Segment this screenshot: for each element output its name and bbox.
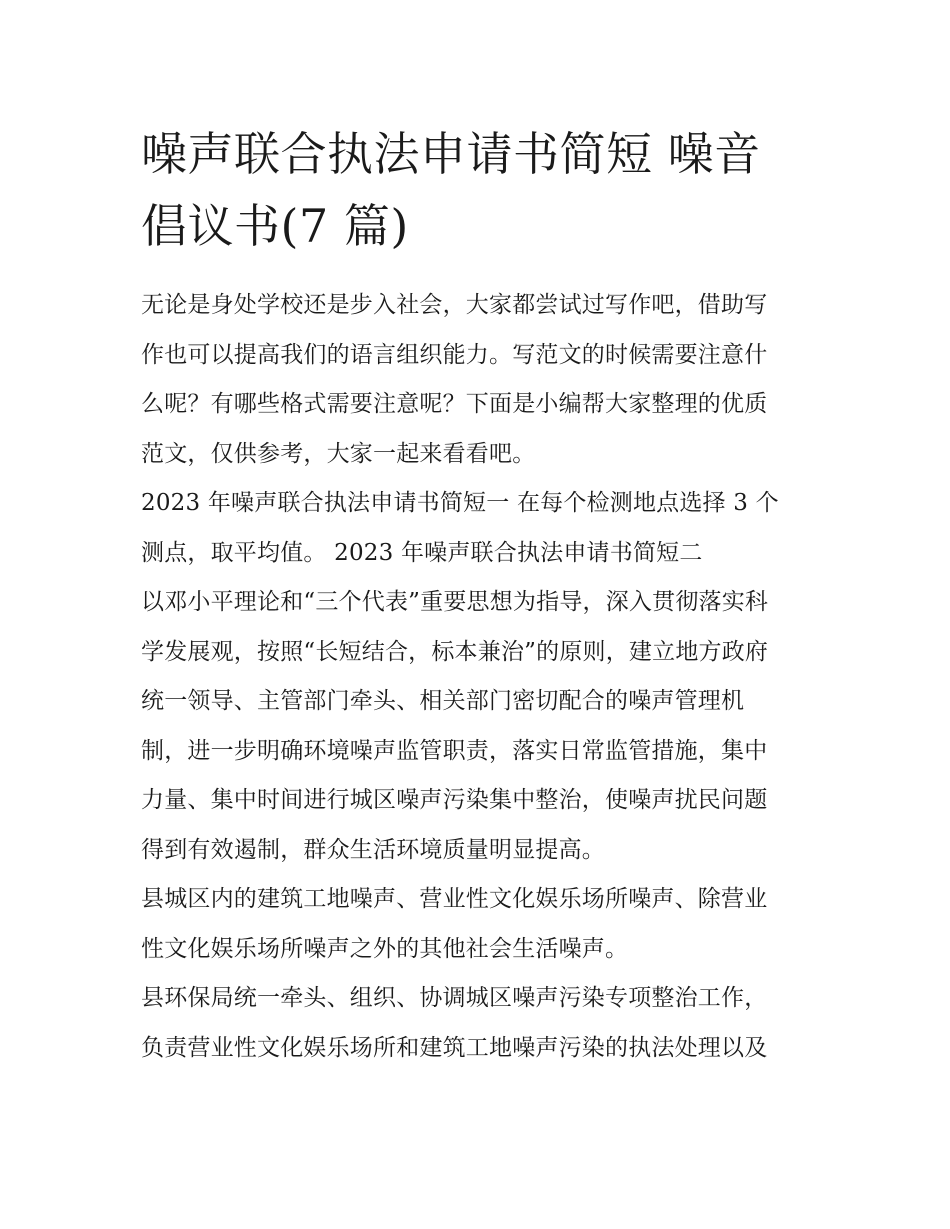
body-line: 负责营业性文化娱乐场所和建筑工地噪声污染的执法处理以及 xyxy=(141,1034,768,1061)
body-line: 学发展观，按照“长短结合，标本兼治”的原则，建立地方政府 xyxy=(141,638,769,665)
body-line: 制，进一步明确环境噪声监管职责，落实日常监管措施，集中 xyxy=(141,737,768,764)
title-line: 噪声联合执法申请书简短 噪音 xyxy=(141,127,761,181)
body-line: 力量、集中时间进行城区噪声污染集中整治，使噪声扰民问题 xyxy=(141,787,768,813)
body-line: 范文，仅供参考，大家一起来看看吧。 xyxy=(141,440,536,467)
body-line: 县环保局统一牵头、组织、协调城区噪声污染专项整治工作， xyxy=(141,985,768,1011)
document-title xyxy=(141,118,821,262)
body-line: 么呢？有哪些格式需要注意呢？下面是小编帮大家整理的优质 xyxy=(141,391,768,417)
title-line: 倡议书(7 篇) xyxy=(141,199,409,253)
document-page xyxy=(141,118,821,1082)
body-line: 性文化娱乐场所噪声之外的其他社会生活噪声。 xyxy=(141,935,629,962)
document-body xyxy=(141,290,821,1082)
body-line: 测点，取平均值。 2023 年噪声联合执法申请书简短二 xyxy=(141,539,703,566)
body-line: 统一领导、主管部门牵头、相关部门密切配合的噪声管理机 xyxy=(141,688,745,714)
body-line: 得到有效遏制，群众生活环境质量明显提高。 xyxy=(141,836,605,863)
body-line: 以邓小平理论和“三个代表”重要思想为指导，深入贯彻落实科 xyxy=(141,589,769,615)
body-line: 2023 年噪声联合执法申请书简短一 在每个检测地点选择 3 个 xyxy=(141,490,779,516)
body-line: 县城区内的建筑工地噪声、营业性文化娱乐场所噪声、除营业 xyxy=(141,886,768,912)
body-line: 无论是身处学校还是步入社会，大家都尝试过写作吧，借助写 xyxy=(141,292,768,318)
body-line: 作也可以提高我们的语言组织能力。写范文的时候需要注意什 xyxy=(141,341,768,368)
